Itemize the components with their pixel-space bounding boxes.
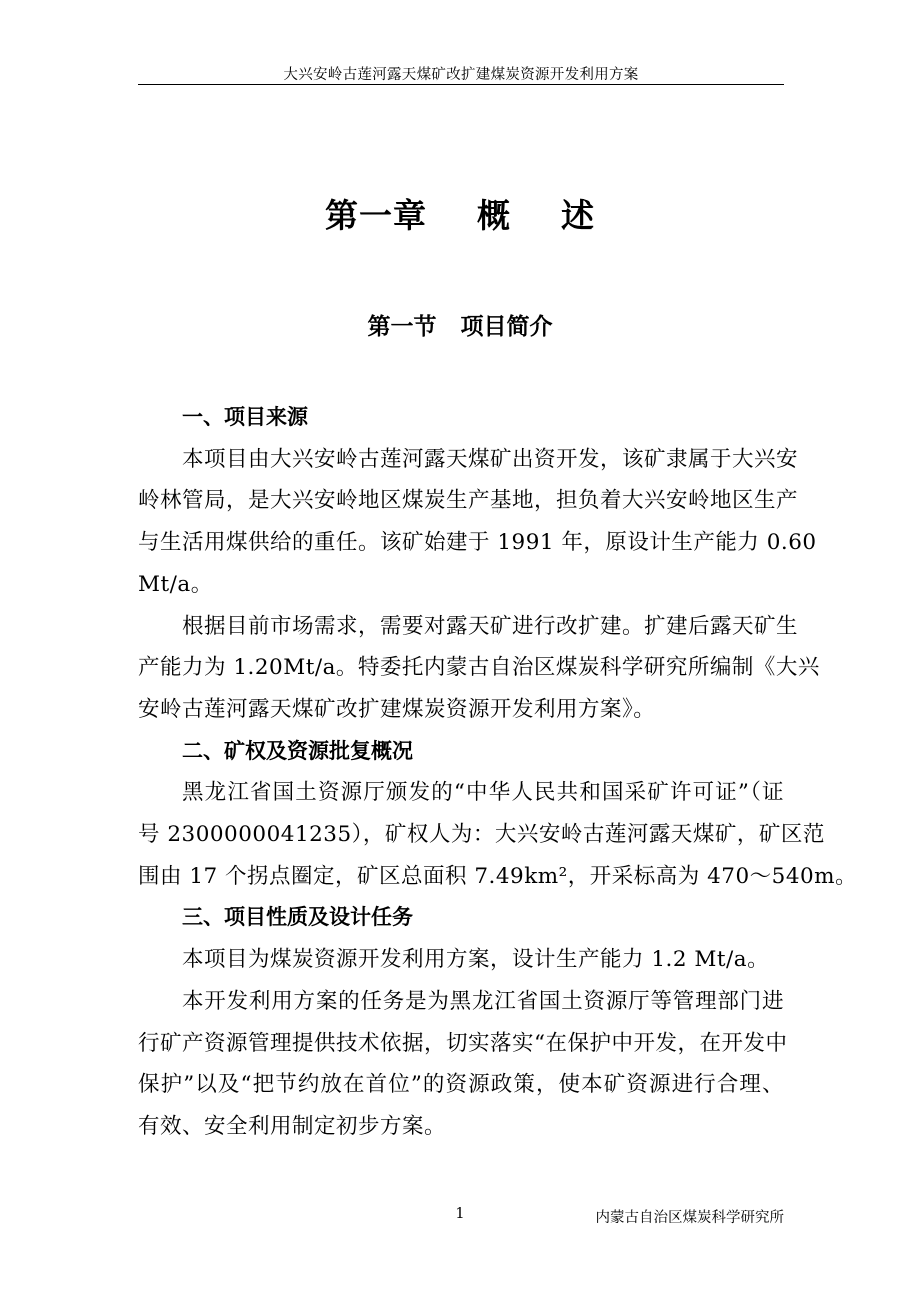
header-rule: [138, 84, 784, 85]
paragraph-line: 有效、安全利用制定初步方案。: [138, 1113, 447, 1139]
paragraph-project-nature-2: [138, 981, 788, 1148]
chapter-title: [0, 190, 920, 237]
paragraph-project-nature-1: [138, 939, 784, 981]
paragraph-line: 本开发利用方案的任务是为黑龙江省国土资源厅等管理部门进: [182, 988, 784, 1014]
paragraph-line: 围由 17 个拐点圈定，矿区总面积 7.49km²，开采标高为 470～540m。: [138, 863, 858, 889]
chapter-number: 第一章: [325, 196, 428, 235]
section-name: 项目简介: [460, 314, 553, 340]
running-header: 大兴安岭古莲河露天煤矿改扩建煤炭资源开发利用方案: [283, 67, 639, 83]
section-number: 第一节: [367, 314, 437, 340]
paragraph-project-source-2: [138, 606, 820, 731]
section-title: [0, 308, 920, 341]
paragraph-mining-rights: [138, 772, 858, 897]
paragraph-line: 本项目由大兴安岭古莲河露天煤矿出资开发，该矿隶属于大兴安: [182, 446, 799, 472]
heading-mining-rights: 二、矿权及资源批复概况: [182, 738, 413, 763]
paragraph-line: 产能力为 1.20Mt/a。特委托内蒙古自治区煤炭科学研究所编制《大兴: [138, 655, 820, 681]
paragraph-line: 根据目前市场需求，需要对露天矿进行改扩建。扩建后露天矿生: [182, 613, 799, 639]
chapter-name-char-1: 概: [477, 196, 511, 235]
paragraph-project-source-1: [138, 439, 817, 606]
document-body: [138, 397, 858, 1148]
paragraph-line: Mt/a。: [138, 571, 213, 597]
paragraph-line: 行矿产资源管理提供技术依据，切实落实“在保护中开发，在开发中: [138, 1030, 788, 1056]
footer-organization: 内蒙古自治区煤炭科学研究所: [595, 1210, 784, 1226]
paragraph-line: 号 2300000041235），矿权人为：大兴安岭古莲河露天煤矿，矿区范: [138, 822, 825, 848]
paragraph-line: 安岭古莲河露天煤矿改扩建煤炭资源开发利用方案》。: [138, 696, 656, 722]
heading-project-nature: 三、项目性质及设计任务: [182, 905, 413, 930]
paragraph-line: 本项目为煤炭资源开发利用方案，设计生产能力 1.2 Mt/a。: [182, 947, 770, 973]
paragraph-line: 保护”以及“把节约放在首位”的资源政策，使本矿资源进行合理、: [138, 1072, 784, 1098]
chapter-name-char-2: 述: [560, 196, 595, 235]
heading-project-source: 一、项目来源: [182, 405, 308, 429]
paragraph-line: 黑龙江省国土资源厅颁发的“中华人民共和国采矿许可证”（证: [182, 780, 784, 806]
page-number: 1: [455, 1206, 465, 1222]
paragraph-line: 岭林管局，是大兴安岭地区煤炭生产基地，担负着大兴安岭地区生产: [138, 488, 799, 514]
paragraph-line: 与生活用煤供给的重任。该矿始建于 1991 年，原设计生产能力 0.60: [138, 530, 817, 556]
